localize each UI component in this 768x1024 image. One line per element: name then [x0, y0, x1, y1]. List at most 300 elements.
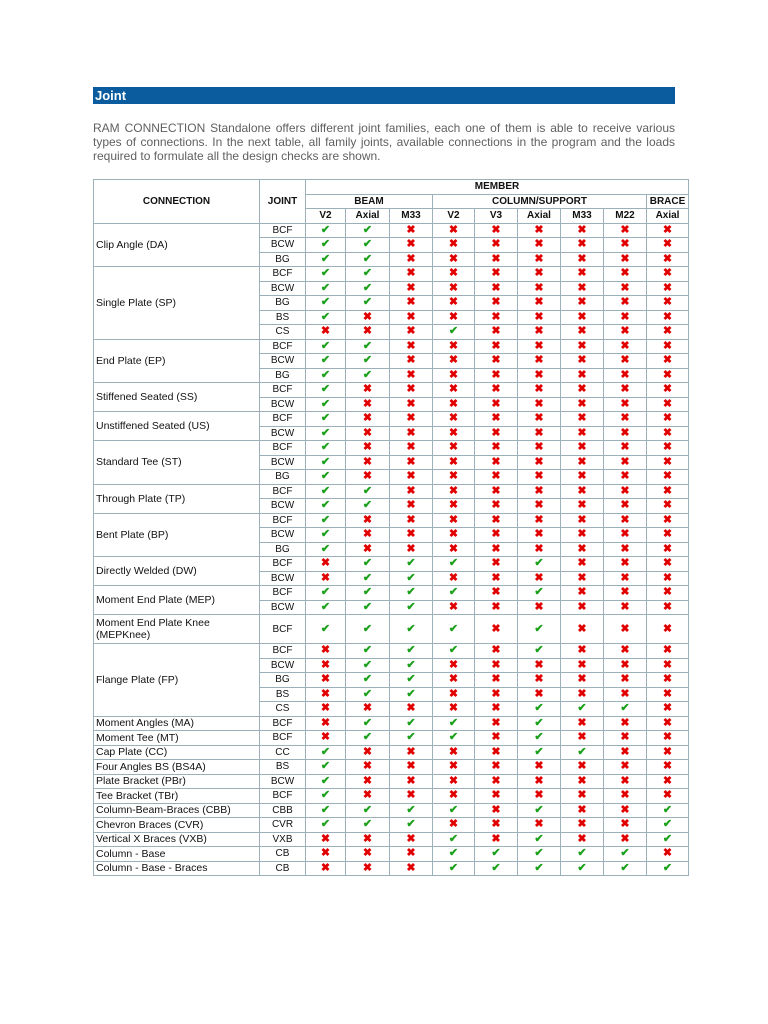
load-cell [604, 644, 647, 659]
load-cell [390, 412, 433, 427]
cross-icon: ✖ [406, 368, 416, 381]
cross-icon: ✖ [362, 325, 373, 338]
cross-icon: ✖ [406, 745, 416, 758]
load-cell [346, 673, 390, 688]
cross-icon: ✖ [406, 455, 416, 468]
load-cell [475, 412, 518, 427]
check-icon: ✔ [320, 455, 331, 468]
load-cell [346, 223, 390, 238]
load-cell [518, 223, 561, 238]
load-cell [475, 513, 518, 528]
load-cell [390, 716, 433, 731]
load-cell [390, 267, 433, 282]
load-cell [433, 644, 475, 659]
load-cell [433, 383, 475, 398]
check-icon: ✔ [362, 622, 373, 635]
load-cell [433, 542, 475, 557]
cross-icon: ✖ [662, 557, 673, 570]
load-cell [561, 644, 604, 659]
cross-icon: ✖ [448, 600, 459, 613]
cross-icon: ✖ [577, 397, 587, 410]
cross-icon: ✖ [448, 542, 459, 555]
cross-icon: ✖ [577, 310, 587, 323]
cross-icon: ✖ [662, 745, 673, 758]
load-cell [390, 745, 433, 760]
load-cell [390, 455, 433, 470]
connection-name: Column - Base [94, 847, 260, 862]
joint-type: BCW [260, 426, 306, 441]
cross-icon: ✖ [662, 774, 673, 787]
cross-icon: ✖ [577, 441, 587, 454]
load-cell [390, 600, 433, 615]
cross-icon: ✖ [534, 397, 544, 410]
cross-icon: ✖ [577, 296, 587, 309]
cross-icon: ✖ [491, 296, 501, 309]
load-cell [604, 528, 647, 543]
check-icon: ✔ [406, 803, 416, 816]
connection-name: Four Angles BS (BS4A) [94, 760, 260, 775]
load-cell [604, 687, 647, 702]
table-row [94, 861, 689, 876]
load-cell [306, 818, 346, 833]
cross-icon: ✖ [320, 571, 331, 584]
load-cell [518, 354, 561, 369]
load-cell [390, 542, 433, 557]
cross-icon: ✖ [534, 600, 544, 613]
load-cell [433, 397, 475, 412]
cross-icon: ✖ [491, 470, 501, 483]
load-cell [390, 368, 433, 383]
cross-icon: ✖ [362, 310, 373, 323]
cross-icon: ✖ [577, 238, 587, 251]
header-col-v3: V3 [475, 209, 518, 224]
check-icon: ✔ [406, 586, 416, 599]
check-icon: ✔ [362, 818, 373, 831]
load-cell [475, 774, 518, 789]
cross-icon: ✖ [448, 281, 459, 294]
check-icon: ✔ [406, 687, 416, 700]
cross-icon: ✖ [577, 557, 587, 570]
load-cell [561, 368, 604, 383]
load-cell [604, 339, 647, 354]
joint-type: BCF [260, 339, 306, 354]
load-cell [306, 557, 346, 572]
cross-icon: ✖ [491, 484, 501, 497]
load-cell [561, 513, 604, 528]
load-cell [647, 542, 689, 557]
load-cell [518, 586, 561, 601]
load-cell [518, 383, 561, 398]
load-cell [433, 470, 475, 485]
load-cell [390, 426, 433, 441]
load-cell [346, 383, 390, 398]
cross-icon: ✖ [406, 789, 416, 802]
header-beam-v2: V2 [306, 209, 346, 224]
check-icon: ✔ [406, 673, 416, 686]
check-icon: ✔ [362, 731, 373, 744]
check-icon: ✔ [362, 557, 373, 570]
cross-icon: ✖ [320, 832, 331, 845]
load-cell [306, 644, 346, 659]
load-cell [346, 832, 390, 847]
cross-icon: ✖ [577, 673, 587, 686]
cross-icon: ✖ [662, 339, 673, 352]
table-row [94, 644, 689, 659]
cross-icon: ✖ [662, 441, 673, 454]
cross-icon: ✖ [662, 760, 673, 773]
load-cell [647, 731, 689, 746]
load-cell [390, 441, 433, 456]
cross-icon: ✖ [406, 861, 416, 874]
load-cell [561, 296, 604, 311]
cross-icon: ✖ [362, 861, 373, 874]
cross-icon: ✖ [534, 484, 544, 497]
check-icon: ✔ [320, 803, 331, 816]
table-row [94, 412, 689, 427]
connection-name: Plate Bracket (PBr) [94, 774, 260, 789]
cross-icon: ✖ [491, 252, 501, 265]
load-cell [647, 223, 689, 238]
load-cell [647, 383, 689, 398]
cross-icon: ✖ [406, 484, 416, 497]
load-cell [306, 499, 346, 514]
joint-type: BCW [260, 571, 306, 586]
cross-icon: ✖ [491, 658, 501, 671]
cross-icon: ✖ [448, 745, 459, 758]
cross-icon: ✖ [577, 716, 587, 729]
load-cell [604, 615, 647, 644]
load-cell [561, 658, 604, 673]
load-cell [518, 513, 561, 528]
check-icon: ✔ [362, 687, 373, 700]
cross-icon: ✖ [491, 368, 501, 381]
cross-icon: ✖ [406, 383, 416, 396]
cross-icon: ✖ [448, 571, 459, 584]
load-cell [433, 455, 475, 470]
cross-icon: ✖ [534, 760, 544, 773]
check-icon: ✔ [362, 658, 373, 671]
header-column-support: COLUMN/SUPPORT [433, 194, 647, 209]
load-cell [647, 803, 689, 818]
cross-icon: ✖ [620, 441, 630, 454]
cross-icon: ✖ [448, 354, 459, 367]
load-cell [390, 397, 433, 412]
load-cell [604, 861, 647, 876]
check-icon: ✔ [406, 818, 416, 831]
load-cell [518, 557, 561, 572]
cross-icon: ✖ [406, 702, 416, 715]
joint-type: BCW [260, 658, 306, 673]
cross-icon: ✖ [406, 513, 416, 526]
cross-icon: ✖ [534, 354, 544, 367]
load-cell [475, 252, 518, 267]
check-icon: ✔ [448, 861, 459, 874]
load-cell [390, 310, 433, 325]
load-cell [475, 731, 518, 746]
cross-icon: ✖ [577, 513, 587, 526]
cross-icon: ✖ [362, 470, 373, 483]
check-icon: ✔ [320, 470, 331, 483]
load-cell [604, 383, 647, 398]
check-icon: ✔ [320, 310, 331, 323]
cross-icon: ✖ [491, 832, 501, 845]
joint-type: BS [260, 687, 306, 702]
load-cell [306, 238, 346, 253]
joint-type: CVR [260, 818, 306, 833]
load-cell [306, 600, 346, 615]
load-cell [561, 615, 604, 644]
load-cell [346, 397, 390, 412]
cross-icon: ✖ [620, 673, 630, 686]
header-col-axial: Axial [518, 209, 561, 224]
load-cell [390, 731, 433, 746]
load-cell [346, 310, 390, 325]
load-cell [647, 281, 689, 296]
table-body [94, 223, 689, 876]
load-cell [306, 673, 346, 688]
cross-icon: ✖ [491, 455, 501, 468]
joint-type: BCF [260, 586, 306, 601]
cross-icon: ✖ [662, 622, 673, 635]
cross-icon: ✖ [491, 702, 501, 715]
load-cell [475, 528, 518, 543]
check-icon: ✔ [577, 847, 587, 860]
check-icon: ✔ [362, 238, 373, 251]
load-cell [604, 296, 647, 311]
joint-type: BCF [260, 267, 306, 282]
cross-icon: ✖ [620, 310, 630, 323]
cross-icon: ✖ [448, 760, 459, 773]
load-cell [475, 702, 518, 717]
cross-icon: ✖ [491, 383, 501, 396]
load-cell [604, 832, 647, 847]
check-icon: ✔ [448, 832, 459, 845]
cross-icon: ✖ [406, 354, 416, 367]
load-cell [306, 223, 346, 238]
load-cell [518, 615, 561, 644]
cross-icon: ✖ [448, 470, 459, 483]
cross-icon: ✖ [662, 600, 673, 613]
cross-icon: ✖ [620, 586, 630, 599]
cross-icon: ✖ [620, 731, 630, 744]
joint-type: BCW [260, 774, 306, 789]
load-cell [390, 571, 433, 586]
load-cell [604, 774, 647, 789]
load-cell [561, 339, 604, 354]
load-cell [390, 296, 433, 311]
table-row [94, 760, 689, 775]
check-icon: ✔ [362, 586, 373, 599]
load-cell [604, 484, 647, 499]
check-icon: ✔ [362, 296, 373, 309]
cross-icon: ✖ [362, 760, 373, 773]
cross-icon: ✖ [577, 803, 587, 816]
load-cell [561, 702, 604, 717]
load-cell [346, 296, 390, 311]
cross-icon: ✖ [534, 673, 544, 686]
load-cell [390, 528, 433, 543]
load-cell [306, 571, 346, 586]
load-cell [346, 818, 390, 833]
check-icon: ✔ [406, 557, 416, 570]
cross-icon: ✖ [406, 296, 416, 309]
load-cell [475, 223, 518, 238]
load-cell [306, 615, 346, 644]
load-cell [561, 542, 604, 557]
check-icon: ✔ [534, 847, 544, 860]
load-cell [306, 716, 346, 731]
check-icon: ✔ [662, 803, 673, 816]
cross-icon: ✖ [662, 731, 673, 744]
load-cell [604, 412, 647, 427]
cross-icon: ✖ [362, 397, 373, 410]
load-cell [604, 658, 647, 673]
load-cell [475, 644, 518, 659]
load-cell [390, 789, 433, 804]
header-col-v2: V2 [433, 209, 475, 224]
cross-icon: ✖ [491, 223, 501, 236]
cross-icon: ✖ [406, 267, 416, 280]
cross-icon: ✖ [406, 223, 416, 236]
load-cell [475, 267, 518, 282]
load-cell [647, 586, 689, 601]
table-row [94, 441, 689, 456]
check-icon: ✔ [320, 542, 331, 555]
load-cell [306, 528, 346, 543]
load-cell [475, 426, 518, 441]
load-cell [647, 571, 689, 586]
load-cell [604, 716, 647, 731]
check-icon: ✔ [534, 731, 544, 744]
load-cell [647, 716, 689, 731]
load-cell [647, 238, 689, 253]
load-cell [346, 281, 390, 296]
load-cell [433, 499, 475, 514]
cross-icon: ✖ [491, 731, 501, 744]
cross-icon: ✖ [320, 716, 331, 729]
load-cell [390, 223, 433, 238]
load-cell [306, 542, 346, 557]
load-cell [604, 847, 647, 862]
load-cell [518, 484, 561, 499]
load-cell [647, 368, 689, 383]
connection-name: Flange Plate (FP) [94, 644, 260, 717]
load-cell [518, 267, 561, 282]
joint-type: BG [260, 296, 306, 311]
table-row [94, 745, 689, 760]
cross-icon: ✖ [448, 789, 459, 802]
load-cell [604, 673, 647, 688]
cross-icon: ✖ [534, 571, 544, 584]
connection-name: Tee Bracket (TBr) [94, 789, 260, 804]
table-row [94, 832, 689, 847]
cross-icon: ✖ [620, 238, 630, 251]
load-cell [306, 702, 346, 717]
load-cell [390, 281, 433, 296]
cross-icon: ✖ [362, 789, 373, 802]
load-cell [306, 586, 346, 601]
load-cell [346, 528, 390, 543]
cross-icon: ✖ [448, 426, 459, 439]
check-icon: ✔ [448, 644, 459, 657]
cross-icon: ✖ [577, 789, 587, 802]
load-cell [561, 716, 604, 731]
table-row [94, 731, 689, 746]
cross-icon: ✖ [620, 281, 630, 294]
load-cell [604, 600, 647, 615]
load-cell [561, 557, 604, 572]
load-cell [390, 339, 433, 354]
cross-icon: ✖ [662, 238, 673, 251]
load-cell [390, 832, 433, 847]
joint-type: VXB [260, 832, 306, 847]
load-cell [518, 702, 561, 717]
load-cell [604, 310, 647, 325]
cross-icon: ✖ [662, 426, 673, 439]
check-icon: ✔ [620, 861, 630, 874]
load-cell [518, 789, 561, 804]
cross-icon: ✖ [362, 426, 373, 439]
load-cell [390, 252, 433, 267]
cross-icon: ✖ [406, 528, 416, 541]
connection-name: Moment End Plate (MEP) [94, 586, 260, 615]
joint-type: CS [260, 702, 306, 717]
cross-icon: ✖ [620, 296, 630, 309]
check-icon: ✔ [362, 600, 373, 613]
load-cell [346, 426, 390, 441]
load-cell [475, 847, 518, 862]
load-cell [346, 687, 390, 702]
joint-type: BCF [260, 412, 306, 427]
cross-icon: ✖ [620, 760, 630, 773]
load-cell [561, 774, 604, 789]
cross-icon: ✖ [491, 673, 501, 686]
load-cell [647, 296, 689, 311]
load-cell [390, 658, 433, 673]
cross-icon: ✖ [662, 470, 673, 483]
load-cell [561, 252, 604, 267]
load-cell [306, 847, 346, 862]
cross-icon: ✖ [534, 296, 544, 309]
load-cell [561, 470, 604, 485]
cross-icon: ✖ [534, 252, 544, 265]
load-cell [647, 600, 689, 615]
cross-icon: ✖ [577, 325, 587, 338]
cross-icon: ✖ [534, 383, 544, 396]
header-beam-m33: M33 [390, 209, 433, 224]
load-cell [561, 499, 604, 514]
cross-icon: ✖ [448, 528, 459, 541]
cross-icon: ✖ [448, 774, 459, 787]
cross-icon: ✖ [406, 470, 416, 483]
section-title: Joint [93, 87, 675, 104]
load-cell [561, 325, 604, 340]
load-cell [433, 832, 475, 847]
load-cell [306, 325, 346, 340]
load-cell [475, 832, 518, 847]
load-cell [306, 484, 346, 499]
load-cell [647, 470, 689, 485]
load-cell [647, 513, 689, 528]
connection-name: Unstiffened Seated (US) [94, 412, 260, 441]
cross-icon: ✖ [534, 368, 544, 381]
load-cell [433, 615, 475, 644]
load-cell [518, 774, 561, 789]
load-cell [647, 687, 689, 702]
load-cell [433, 687, 475, 702]
load-cell [346, 702, 390, 717]
load-cell [647, 339, 689, 354]
